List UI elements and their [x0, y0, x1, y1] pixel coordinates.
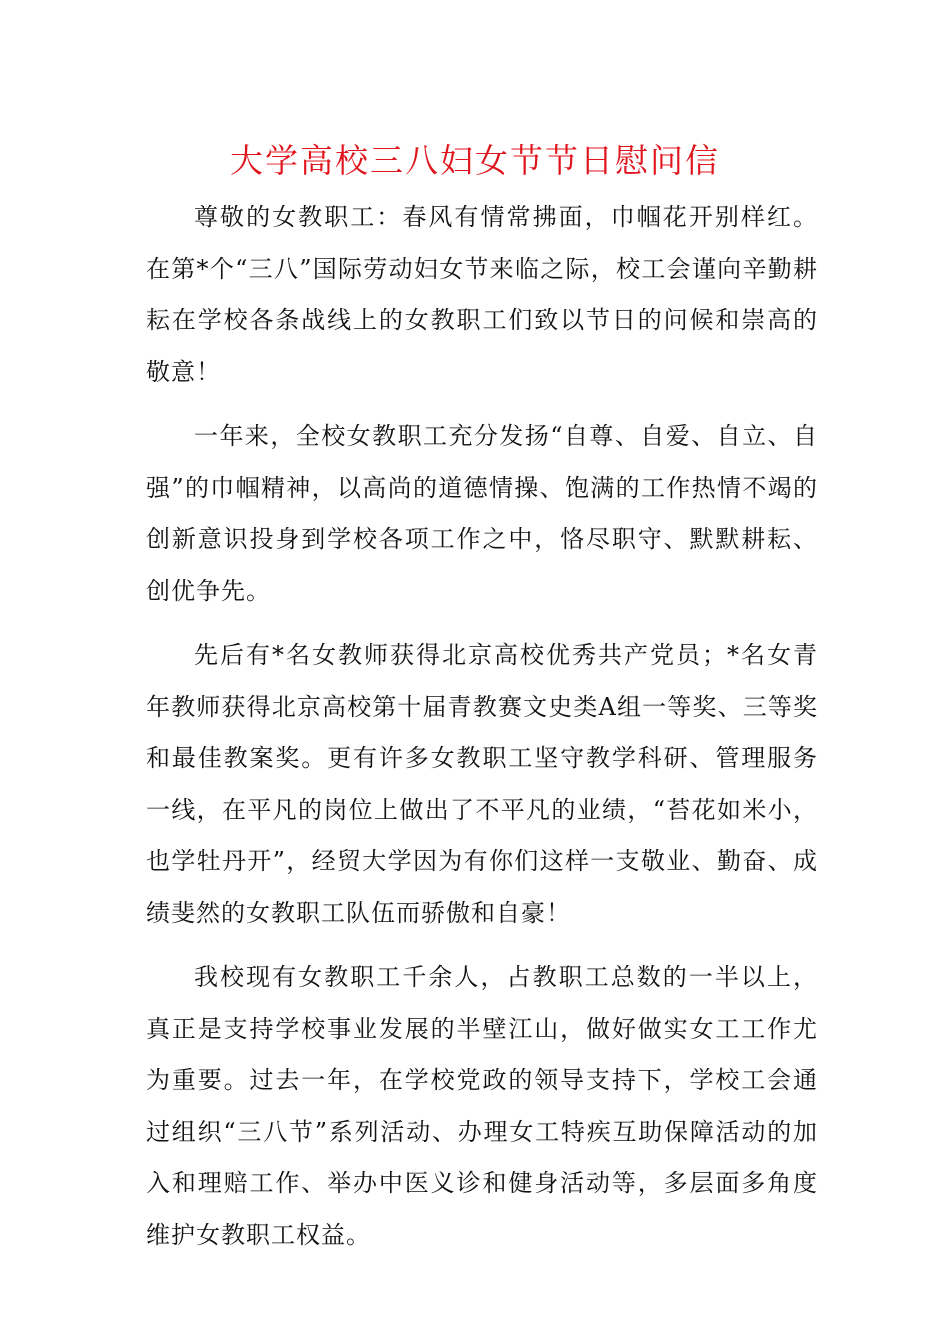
paragraph-4: 我校现有女教职工千余人，占教职工总数的一半以上，真正是支持学校事业发展的半壁江山，做好做实女工工作尤为重要。过去一年，在学校党政的领导支持下，学校工会通过组织“三八节”系列活动、办理女工特疾互助保障活动的加入和理赔工作、举办中医义诊和健身活动等，多层面多角度维护女教职工权益。: [146, 963, 818, 1249]
document-body: [146, 192, 818, 1274]
paragraph-2: 一年来，全校女教职工充分发扬“自尊、自爱、自立、自强”的巾帼精神，以高尚的道德情操、饱满的工作热情不竭的创新意识投身到学校各项工作之中，恪尽职守、默默耕耘、创优争先。: [146, 422, 818, 605]
paragraph-1: 尊敬的女教职工：春风有情常拂面，巾帼花开别样红。在第*个“三八”国际劳动妇女节来临之际，校工会谨向辛勤耕耘在学校各条战线上的女教职工们致以节日的问候和崇高的敬意！: [146, 203, 818, 386]
document-title: 大学高校三八妇女节节日慰问信: [230, 141, 720, 180]
paragraph-3: 先后有*名女教师获得北京高校优秀共产党员；*名女青年教师获得北京高校第十届青教赛文史类A组一等奖、三等奖和最佳教案奖。更有许多女教职工坚守教学科研、管理服务一线，在平凡的岗位上做出了不平凡的业绩，“苔花如米小，也学牡丹开”，经贸大学因为有你们这样一支敬业、勤奋、成绩斐然的女教职工队伍而骄傲和自豪！: [146, 641, 818, 927]
